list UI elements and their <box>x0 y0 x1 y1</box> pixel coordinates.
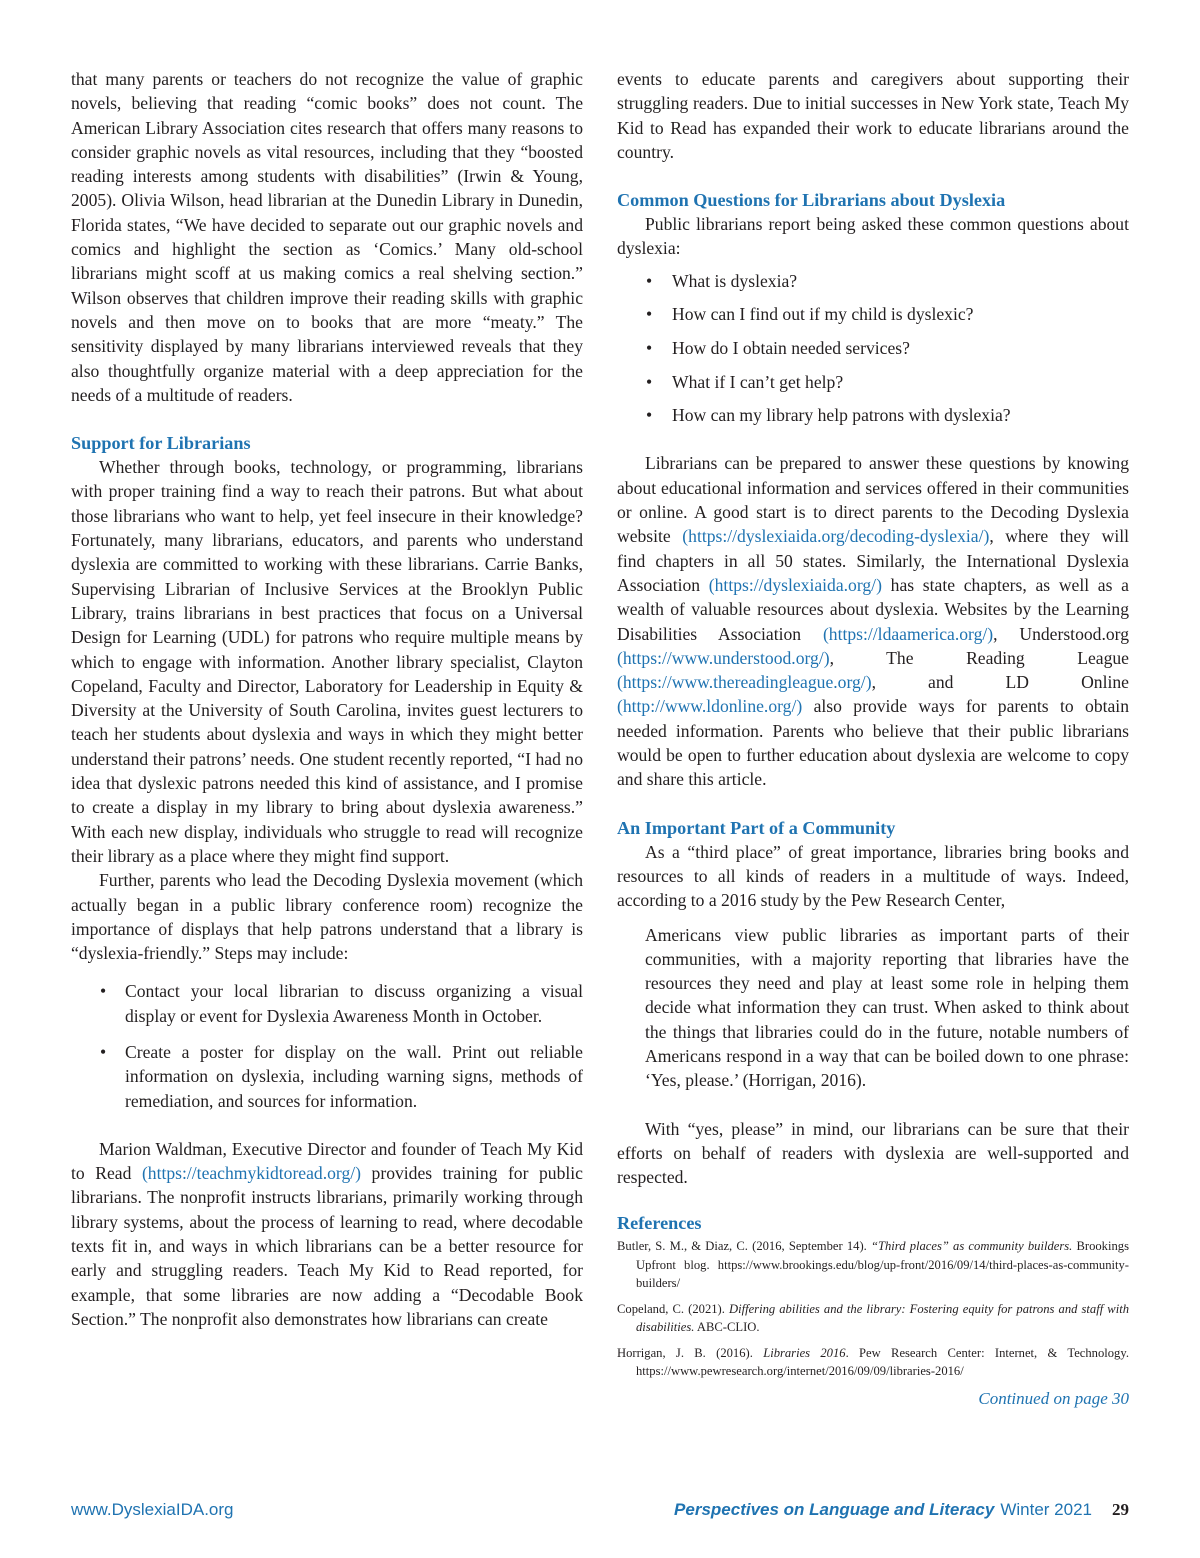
list-item: • What if I can’t get help? <box>617 370 1129 394</box>
paragraph-graphic-novels: that many parents or teachers do not recognize the value of graphic novels, believing that reading “comic books” does not count. The American Library Association cites research that offers many reasons to consider graphic novels as vital resources, including that they “boosted reading interests among students with disabilities” (Irwin & Young, 2005). Olivia Wilson, head librarian at the Dunedin Library in Dunedin, Florida states, “We have decided to separate out our graphic novels and comics and highlight the section as ‘Comics.’ Many old-school librarians might scoff at us making comics a real shelving section.” Wilson observes that children improve their reading skills with graphic novels and then move on to books that are more “meaty.” The sensitivity displayed by many librarians interviewed reveals that they also thoughtfully organize material with a deep appreciation for the needs of a multitude of readers. <box>71 69 583 405</box>
ida-link[interactable]: (https://dyslexiaida.org/) <box>708 574 882 595</box>
list-item: • What is dyslexia? <box>617 269 1129 293</box>
footer-season: Winter 2021 <box>1000 1500 1092 1519</box>
footer-website-link[interactable]: www.DyslexiaIDA.org <box>71 1500 234 1519</box>
text-run: , Understood.org <box>993 623 1129 644</box>
paragraph-teach-my-kid <box>71 1137 583 1331</box>
heading-common-questions: Common Questions for Librarians about Dyslexia <box>617 190 1006 211</box>
text-run: Butler, S. M., & Diaz, C. (2016, September 14). <box>617 1239 871 1254</box>
reference-title: “Third places” as community builders. <box>870 1239 1073 1254</box>
text-run: Copeland, C. (2021). <box>617 1301 729 1316</box>
ldonline-link[interactable]: (http://www.ldonline.org/) <box>617 696 803 717</box>
footer-publication <box>674 1500 1129 1520</box>
paragraph-events: events to educate parents and caregivers about supporting their struggling readers. Due to initial successes in New York state, Teach My Kid to Read has expanded their work to educate librarians around the country. <box>617 69 1129 162</box>
reference-item <box>617 1300 1129 1337</box>
text-run: has state chapters, as well as a wealth of valuable resources about dyslexia. Websites by the Learning Disabilities Association <box>617 574 1129 644</box>
text-run: provides training for public librarians. The nonprofit instructs librarians, primarily working through library systems, about the process of learning to read, where decodable texts fit in, and ways in which librarians can be a better resource for early and struggling readers. Teach My Kid to Read reported, for example, that some libraries are now adding a “Decodable Book Section.” The nonprofit also demonstrates how librarians can create <box>71 1163 583 1329</box>
ldaamerica-link[interactable]: (https://ldaamerica.org/) <box>822 623 994 644</box>
paragraph-yes-please: With “yes, please” in mind, our librarians can be sure that their efforts on behalf of readers with dyslexia are well-supported and respected. <box>617 1118 1129 1188</box>
text-run: Marion Waldman, Executive Director and founder of Teach My Kid to Read <box>71 1138 583 1184</box>
continued-on-link[interactable]: Continued on page 30 <box>978 1388 1129 1408</box>
list-item: • Contact your local librarian to discuss organizing a visual display or event for Dyslexia Awareness Month in October. <box>71 979 583 1028</box>
paragraph-third-place: As a “third place” of great importance, libraries bring books and resources to all kinds of readers in a multitude of ways. Indeed, according to a 2016 study by the Pew Research Center, <box>617 841 1129 911</box>
heading-support-for-librarians: Support for Librarians <box>71 433 251 454</box>
reference-title: Libraries 2016 <box>763 1345 846 1360</box>
right-column <box>617 67 1129 1411</box>
text-run: . Pew Research Center: Internet, & Technology. https://www.pewresearch.org/internet/2016/09/09/libraries-2016/ <box>636 1345 1129 1379</box>
list-item: • Create a poster for display on the wall. Print out reliable information on dyslexia, including warning signs, methods of remediation, and sources for information. <box>71 1040 583 1113</box>
understood-link[interactable]: (https://www.understood.org/) <box>617 647 830 668</box>
text-run: Librarians can be prepared to answer these questions by knowing about educational information and services offered in their communities or online. A good start is to direct parents to the Decoding Dyslexia website <box>617 453 1129 547</box>
block-quote: Americans view public libraries as important parts of their communities, with a majority reporting that libraries have the resources they need and play at least some role in helping them decide what information they can trust. When asked to think about the things that libraries could do in the future, notable numbers of Americans respond in a way that can be boiled down to one phrase: ‘Yes, please.’ (Horrigan, 2016). <box>645 924 1129 1091</box>
decoding-dyslexia-link[interactable]: (https://dyslexiaida.org/decoding-dyslexia/) <box>682 526 990 547</box>
questions-list <box>617 269 1129 428</box>
heading-important-part: An Important Part of a Community <box>617 817 896 838</box>
left-column <box>71 67 583 1331</box>
text-run: , and LD Online <box>871 672 1129 693</box>
reference-item <box>617 1344 1129 1381</box>
list-item: • How can my library help patrons with dyslexia? <box>617 403 1129 427</box>
text-run: , where they will find chapters in all 50 states. Similarly, the International Dyslexia Association <box>617 526 1129 595</box>
reference-item <box>617 1237 1129 1293</box>
list-item: • How do I obtain needed services? <box>617 336 1129 360</box>
heading-references: References <box>617 1213 702 1234</box>
text-run: , The Reading League <box>829 647 1129 668</box>
paragraph-decoding-dyslexia: Further, parents who lead the Decoding Dyslexia movement (which actually began in a public library conference room) recognize the importance of displays that help patrons understand that a library is “dyslexia-friendly.” Steps may include: <box>71 870 583 964</box>
page-number: 29 <box>1112 1500 1129 1519</box>
text-run: also provide ways for parents to obtain needed information. Parents who believe that their public librarians would be open to further education about dyslexia are welcome to copy and share this article. <box>617 696 1129 790</box>
text-run: Horrigan, J. B. (2016). <box>617 1345 764 1360</box>
paragraph-questions-intro: Public librarians report being asked these common questions about dyslexia: <box>617 214 1129 259</box>
reference-title: Differing abilities and the library: Fostering equity for patrons and staff with disabilities. <box>636 1301 1129 1335</box>
text-run: ABC-CLIO. <box>694 1320 760 1335</box>
list-item: • How can I find out if my child is dyslexic? <box>617 302 1129 326</box>
footer-journal-title: Perspectives on Language and Literacy <box>674 1500 995 1519</box>
text-run: Brookings Upfront blog. https://www.brookings.edu/blog/up-front/2016/09/14/third-places-as-community-builders/ <box>636 1239 1129 1291</box>
reading-league-link[interactable]: (https://www.thereadingleague.org/) <box>617 672 872 693</box>
steps-list <box>71 979 583 1112</box>
paragraph-resources <box>617 451 1129 791</box>
teachmykidtoread-link[interactable]: (https://teachmykidtoread.org/) <box>141 1163 361 1184</box>
paragraph-support: Whether through books, technology, or programming, librarians with proper training find a way to reach their patrons. But what about those librarians who want to help, yet feel insecure in their knowledge? Fortunately, many librarians, educators, and parents who understand dyslexia are committed to working with these librarians. Carrie Banks, Supervising Librarian of Inclusive Services at the Brooklyn Public Library, trains librarians in best practices that focus on a Universal Design for Learning (UDL) for patrons who require multiple means by which to engage with information. Another library specialist, Clayton Copeland, Faculty and Director, Laboratory for Leadership in Equity & Diversity at the University of South Carolina, invites guest lecturers to teach her students about dyslexia and ways in which they might better understand their patrons’ needs. One student recently reported, “I had no idea that dyslexic patrons needed this kind of assistance, and I promise to create a display in my library to bring about dyslexia awareness.” With each new display, individuals who struggle to read will recognize their library as a place where they might find support. <box>71 457 583 866</box>
